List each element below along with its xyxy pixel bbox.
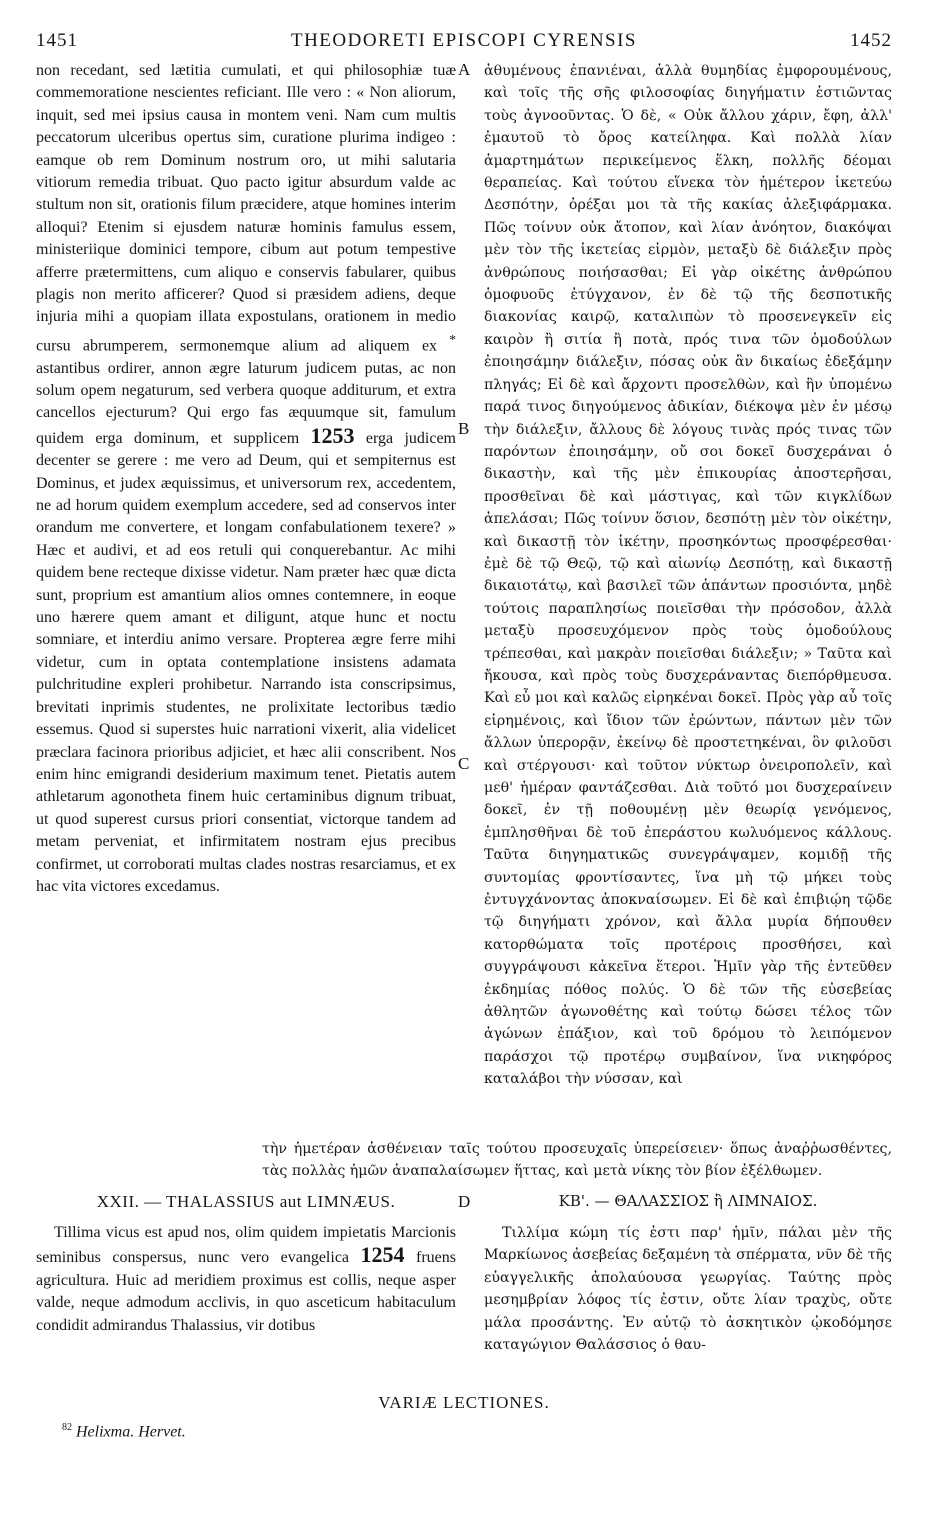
latin-text: fruens agricultura. Huic ad meridiem proximus est collis, neque asper valde, neque admodum acclivis, in quo asceticum habitaculum condidit admirandus Thalassius, vir dotibus (36, 1249, 457, 1334)
margin-letter-c: C (458, 754, 470, 773)
migne-column-number: 1253 (310, 422, 355, 448)
footnote-number: 82 (62, 1422, 72, 1433)
page-number-left: 1451 (36, 30, 78, 51)
note-reference: * (449, 331, 457, 347)
latin-paragraph (36, 60, 456, 898)
section-heading-latin: XXII. — THALASSIUS aut LIMNÆUS. (96, 1192, 396, 1211)
migne-column-number: 1254 (360, 1242, 405, 1268)
margin-letter-d: D (458, 1192, 471, 1211)
variae-lectiones-heading: VARIÆ LECTIONES. (378, 1393, 550, 1412)
footnote-text: Helixma. Hervet. (72, 1423, 186, 1441)
latin-paragraph (36, 1222, 456, 1337)
margin-letter-b: B (458, 419, 470, 438)
page-number-right: 1452 (850, 30, 892, 51)
latin-column (36, 60, 456, 898)
greek-paragraph: Τιλλίμα κώμη τίς ἐστι παρ' ἡμῖν, πάλαι μὲν τῆς Μαρκίωνος ἀσεβείας δεξαμένη τὰ σπέρματα, νῦν δὲ τῆς εὐαγγελικῆς ἀπολαύουσα γεωργίας. Ταύτης πρὸς μεσημβρίαν λόφος τίς ἐστιν, οὔτε λίαν τραχὺς, οὔτε μάλα προσάντης. Ἐν αὐτῷ τὸ ἀσκητικὸν ᾠκοδόμησε καταγώγιον Θαλάσσιος ὁ θαυ- (484, 1225, 892, 1354)
footnote (62, 1422, 186, 1441)
greek-column-section (484, 1222, 892, 1356)
latin-text: erga judicem decenter se gerere : me vero ad Deum, qui et sempiternus est Dominus, et judex æquissimus, et universorum rex, accedentem, ne ad horum quidem exemplum accedere, sed ad conservos inter orandum me convertere, et longam confabulationem texere? » Hæc et audivi, et ad eos retuli qui conquerebantur. Ac mihi quidem bene recteque dixisse videtur. Nam præter hæc quæ dicta sunt, proprium est amantium alios omnes contemnere, in eoque uno hærere quem amant et diligunt, atque hunc et noctu somniare, et interdiu animo versare. Propterea ægre ferre mihi videtur, cum in optata contemplatione insistens adamata pulchritudine expleri prohibetur. Narrando ista conscripsimus, brevitati inprimis studentes, ne prolixitate lectoribus tædio essemus. Quod si superstes huic narrationi vixerit, alia videlicet præclara facinora prioribus adjiciet, et hæc alii conscribent. Nos enim hinc emigrandi desiderium maximum tenet. Pietatis autem athletarum agonotheta finem huic certaminibus dignum tribuat, ut quod superest cursus priori consentiat, victorque tandem ad metam perveniat, et infirmitatem nostram ejus precibus confirmet, ut corroborati multas clades nostras resarciamus, et ex hac vita victores excedamus. (36, 429, 456, 895)
margin-letter-a: A (458, 60, 471, 79)
section-heading-greek: ΚΒ'. — ΘΑΛΑΣΣΙΟΣ ἢ ΛΙΜΝΑΙΟΣ. (558, 1192, 818, 1210)
latin-text: Tillima vicus est apud nos, olim quidem impietatis Marcionis seminibus conspersus, nunc vero evangelica (36, 1224, 456, 1267)
greek-paragraph: ἀθυμένους ἐπανιέναι, ἀλλὰ θυμηδίας ἐμφορουμένους, καὶ τοῖς τῆς σῆς φιλοσοφίας διηγήματιν ἑστιῶντας τοὺς ἀγνοοῦντας. Ὁ δὲ, « Οὐκ ἄλλου χάριν, ἔφη, ἀλλ' ἐμαυτοῦ τὸ ὄρος κατείληφα. Καὶ πολλὰ λίαν ἁμαρτημάτων περικείμενος ἕλκη, πολλῆς δέομαι θεραπείας. Καὶ τούτου εἵνεκα τὸν ἡμέτερον ἱκετεύω Δεσπότην, ὀρέξαι μοι τὰ τῆς κακίας ἀλεξιφάρμακα. Πῶς τοίνυν οὐκ ἄτοπον, καὶ λίαν ἀνόητον, διακόψαι μὲν τὸν τῆς ἱκετείας εἱρμὸν, μεταξὺ δὲ διάλεξιν πρὸς ἀνθρώπους ποιήσασθαι; Εἰ γὰρ οἰκέτης ἀνθρώπου ὁμοφυοῦς ἐτύγχανον, ἐν δὲ τῷ τῆς δεσποτικῆς διακονίας καιρῷ, καταλιπὼν τὸ προσενεγκεῖν εἰς καιρὸν ἢ σιτία ἢ ποτὰ, πρός τινα τῶν ὁμοδούλων ἐποιησάμην διάλεξιν, πόσας οὐκ ἂν δικαίως ἐδεξάμην πληγάς; Εἰ δὲ καὶ ἄρχοντι προσελθὼν, καὶ ἣν ὑπομένω παρά τινος διηγούμενος ἀδικίαν, διέκοψα μὲν ἐν μέσῳ τὴν διάλεξιν, ἄλλους δὲ λόγους τινὰς πρός τινας τῶν παρόντων ἐποιησάμην, οὔ σοι δοκεῖ δυσχεράναι ὁ δικαστὴν, καὶ τῆς μὲν ἐπικουρίας ἀποστερῆσαι, προσθεῖναι δὲ καὶ μάστιγας, καὶ τῶν κιγκλίδων ἀπελάσαι; Πῶς τοίνυν ὅσιον, δεσπότῃ μὲν τὸν οἰκέτην, καὶ δικαστῇ τὸν ἱκέτην, προσηκόντως προσφέρεσθαι· ἐμὲ δὲ τῷ Θεῷ, τῷ καὶ αἰωνίῳ Δεσπότῃ, καὶ δικαστῇ δικαιοτάτῳ, καὶ βασιλεῖ τῶν ἁπάντων προσιόντα, μηδὲ τούτοις παραπλησίως ποιεῖσθαι τὴν πρόσοδον, ἀλλὰ μεταξὺ προσευχόμενον πρὸς τοὺς ὁμοδούλους τρέπεσθαι, καὶ μακρὰν ποιεῖσθαι διάλεξιν; » Ταῦτα καὶ ἤκουσα, καὶ πρὸς τοὺς δυσχεράναντας διεπόρθμευσα. Καὶ εὖ μοι καὶ καλῶς εἰρηκέναι δοκεῖ. Πρὸς γὰρ αὖ τοῖς εἰρημένοις, καὶ ἴδιον τῶν ἐρώντων, πάντων μὲν τῶν ἄλλων ὑπερορᾷν, ἐκείνῳ δὲ προστετηκέναι, ὃν φιλοῦσι καὶ στέργουσι· καὶ τοῦτον νύκτωρ ὀνειροπολεῖν, καὶ μεθ' ἡμέραν φαντάζεσθαι. Διὰ τοῦτό μοι δυσχεραίνειν δοκεῖ, ἐν τῇ ποθουμένῃ μὲν θεωρίᾳ γενόμενος, ἐμπλησθῆναι δὲ τοῦ ἐπεράστου κωλυόμενος κάλλους. Ταῦτα διηγηματικῶς συνεγράψαμεν, κομιδῇ τῆς συντομίας φροντίσαντες, ἵνα μὴ τῷ μήκει τοὺς ἐντυγχάνοντας ἀποκναίσωμεν. Εἰ δὲ καὶ ἐπιβιῴη τῷδε τῷ διηγήματι χρόνον, καὶ ἄλλα μυρία δήπουθεν κατορθώματα τοῖς προτέροις προσθήσει, καὶ συγγράψουσι κἀκεῖνα ἕτεροι. Ἡμῖν γὰρ τῆς ἐντεῦθεν ἐκδημίας πόθος πολύς. Ὁ δὲ τῶν τῆς εὐσεβείας ἀθλητῶν ἀγωνοθέτης καὶ τούτῳ δώσει τέλος τῶν ἀγώνων ἐπάξιον, καὶ τοῦ δρόμου τὸ λειπόμενον παράσχοι τῷ προτέρῳ συμβαίνον, ἵνα νικηφόρος καταλάβοι τὴν νύσσαν, καὶ (484, 63, 892, 1088)
running-title: THEODORETI EPISCOPI CYRENSIS (290, 30, 638, 51)
latin-column-section (36, 1222, 456, 1337)
greek-full-width-line: τὴν ἡμετέραν ἀσθένειαν ταῖς τούτου προσευχαῖς ὑπερείσειεν· ὅπως ἀναῤῥωσθέντες, τὰς πολλὰς ἡμῶν ἀναπαλαίσωμεν ἥττας, καὶ μετὰ νίκης τὸν βίον ἐξέλθωμεν. (262, 1141, 892, 1180)
greek-column (484, 60, 892, 1091)
latin-text: non recedant, sed lætitia cumulati, et qui philosophiæ tuæ commemoratione nescientes reficiant. Ille vero : « Non aliorum, inquit, sed mei ipsius causa in montem veni. Nam cum multis peccatorum ulceribus opertus sim, curatione plurima indigeo : eamque ob rem Dominum nostrum oro, ut mihi salutaria vitiorum remedia tribuat. Quo pacto igitur absurdum valde ac stultum non sit, orationis filum præcidere, atque homines interim alloqui? Etenim si ejusdem naturæ hominis famulus essem, ministeriique dominici tempore, cibum aut potum tempestive afferre prætermittens, cum aliquo e conservis fabularer, quibus plagis non merito afficerer? Quod si præsidem adiens, deque injuria mihi a quopiam illata expostulans, orationem in medio cursu abrumperem, sermonemque alium ad aliquem ex (36, 62, 456, 355)
latin-text: astantibus ordirer, annon ægre laturum judicem putas, ac non solum opem negaturum, sed verbera quoque additurum, et extra cancellos ejecturum? Qui ergo fas æquumque sit, famulum quidem erga dominum, et supplicem (36, 359, 456, 447)
